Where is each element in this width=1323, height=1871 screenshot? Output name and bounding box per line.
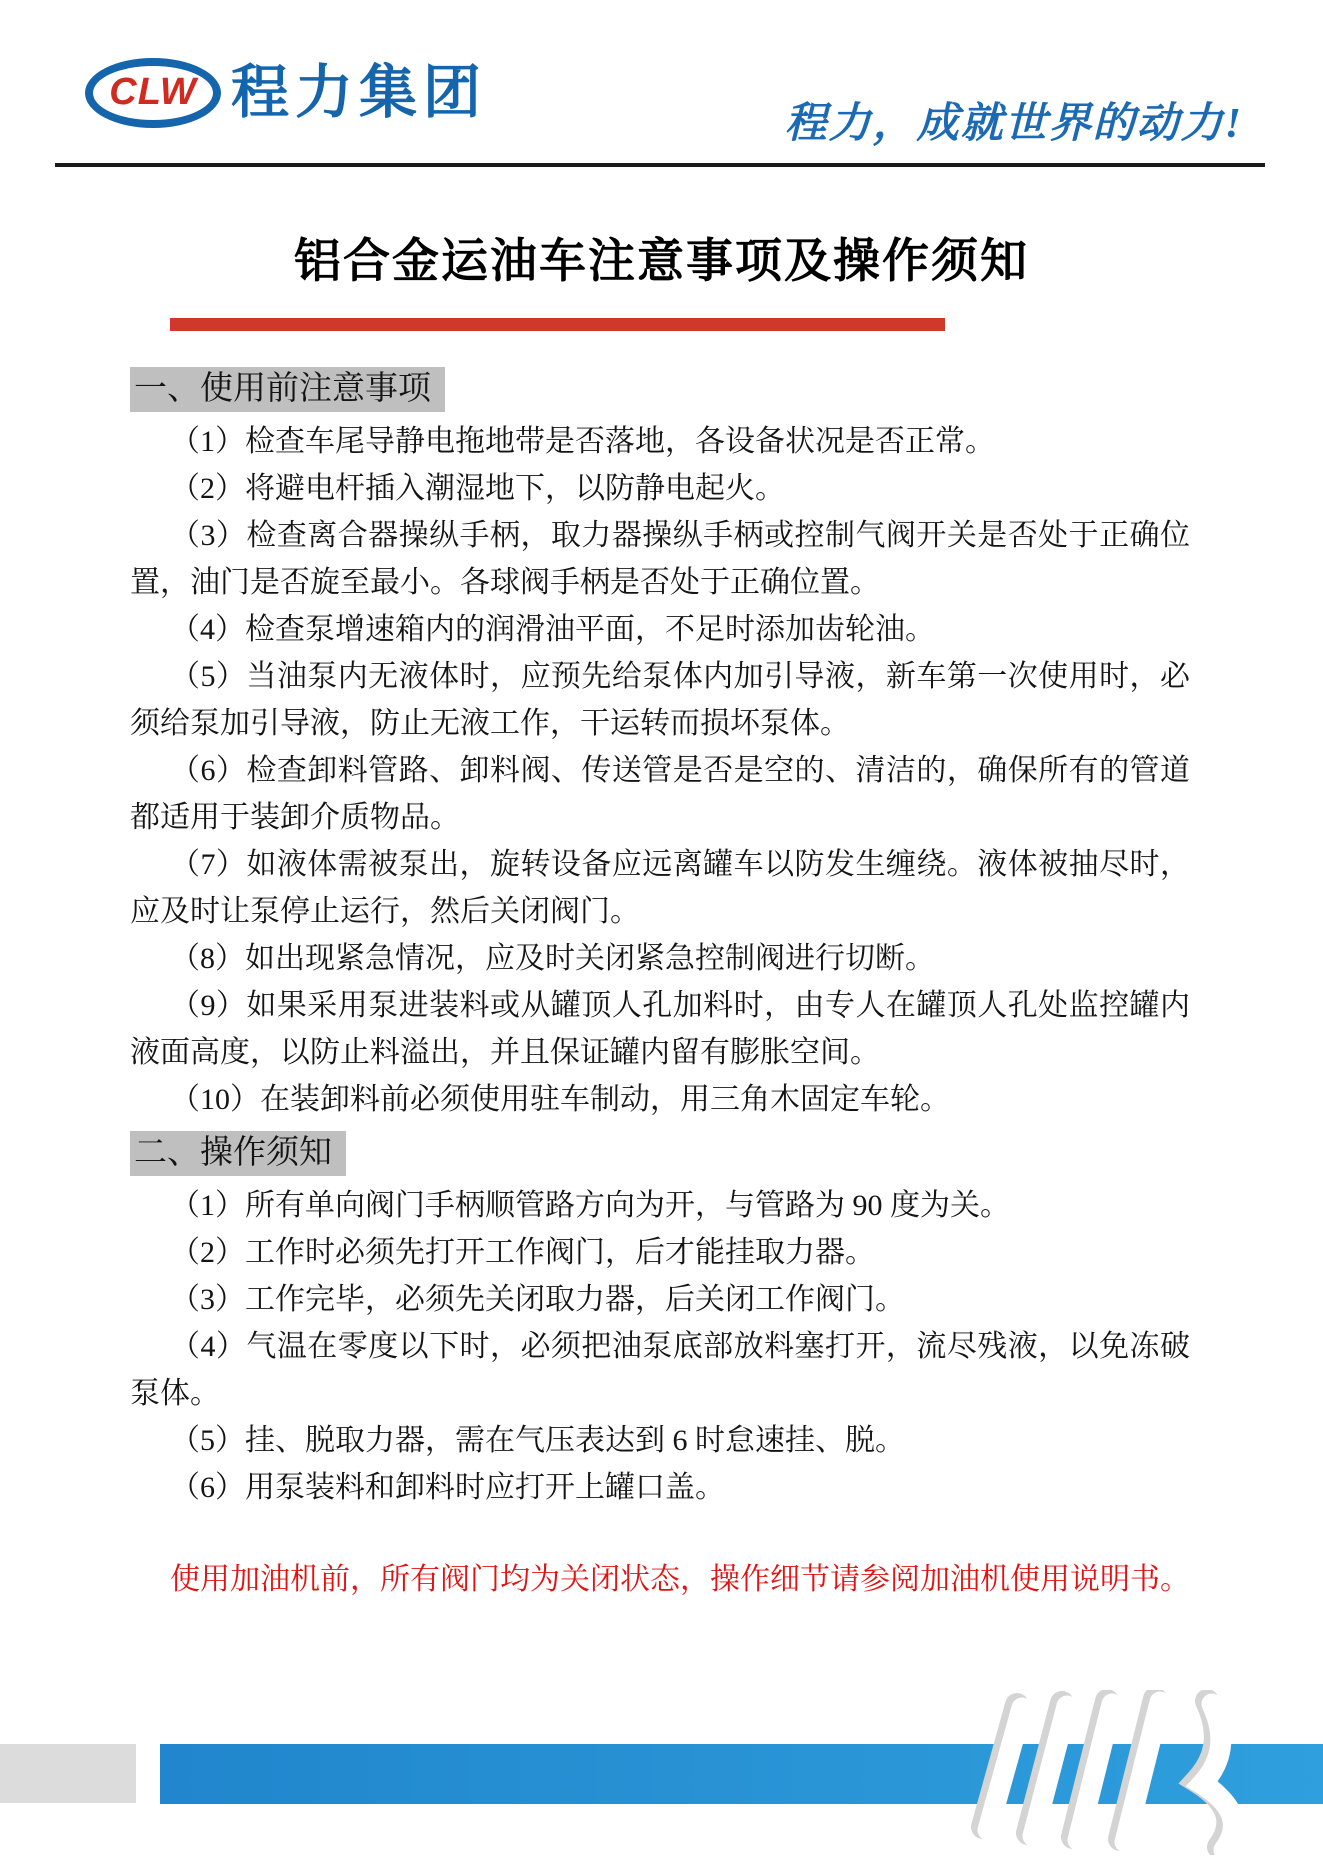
company-slogan: 程力，成就世界的动力!	[784, 101, 1243, 147]
page-title: 铝合金运油车注意事项及操作须知	[294, 234, 1029, 287]
instruction-item: （10）在装卸料前必须使用驻车制动，用三角木固定车轮。	[170, 1083, 950, 1116]
instruction-item: （7）如液体需被泵出，旋转设备应远离罐车以防发生缠绕。液体被抽尽时，应及时让泵停止运行，然后关闭阀门。	[130, 848, 1190, 928]
instruction-item: （5）挂、脱取力器，需在气压表达到 6 时怠速挂、脱。	[170, 1424, 905, 1457]
footer-swoosh-graphic	[950, 1690, 1300, 1855]
instruction-item: （3）工作完毕，必须先关闭取力器，后关闭工作阀门。	[170, 1283, 905, 1316]
instruction-item: （2）工作时必须先打开工作阀门，后才能挂取力器。	[170, 1236, 875, 1269]
company-logo	[85, 58, 487, 128]
fuel-dispenser-warning-note: 使用加油机前，所有阀门均为关闭状态，操作细节请参阅加油机使用说明书。	[170, 1563, 1190, 1596]
instruction-item: （4）气温在零度以下时，必须把油泵底部放料塞打开，流尽残液，以免冻破泵体。	[130, 1330, 1190, 1410]
instruction-item: （2）将避电杆插入潮湿地下，以防静电起火。	[170, 472, 785, 505]
instruction-item: （5）当油泵内无液体时，应预先给泵体内加引导液，新车第一次使用时，必须给泵加引导液，防止无液工作，干运转而损坏泵体。	[130, 660, 1190, 740]
clw-ellipse-logo-icon	[85, 58, 221, 128]
clw-logo-text: CLW	[109, 70, 197, 113]
section-pre-use-notes	[130, 366, 1190, 1123]
instruction-item: （8）如出现紧急情况，应及时关闭紧急控制阀进行切断。	[170, 942, 935, 975]
page-header	[85, 58, 1243, 150]
instruction-item: （1）检查车尾导静电拖地带是否落地，各设备状况是否正常。	[170, 425, 995, 458]
company-name: 程力集团	[231, 60, 488, 125]
document-body	[130, 366, 1190, 1603]
title-underline	[170, 318, 945, 331]
section-operation-notes	[130, 1123, 1190, 1511]
section-heading: 二、操作须知	[130, 1131, 346, 1176]
instruction-item: （4）检查泵增速箱内的润滑油平面，不足时添加齿轮油。	[170, 613, 935, 646]
instruction-item: （9）如果采用泵进装料或从罐顶人孔加料时，由专人在罐顶人孔处监控罐内液面高度，以防止料溢出，并且保证罐内留有膨胀空间。	[130, 989, 1190, 1069]
header-divider	[55, 163, 1265, 167]
instruction-item: （6）用泵装料和卸料时应打开上罐口盖。	[170, 1471, 725, 1504]
instruction-item: （6）检查卸料管路、卸料阀、传送管是否是空的、清洁的，确保所有的管道都适用于装卸介质物品。	[130, 754, 1190, 834]
instruction-item: （3）检查离合器操纵手柄，取力器操纵手柄或控制气阀开关是否处于正确位置，油门是否旋至最小。各球阀手柄是否处于正确位置。	[130, 519, 1190, 599]
footer-grey-block	[0, 1744, 136, 1803]
instruction-item: （1）所有单向阀门手柄顺管路方向为开，与管路为 90 度为关。	[170, 1189, 1010, 1222]
section-heading: 一、使用前注意事项	[130, 367, 445, 412]
